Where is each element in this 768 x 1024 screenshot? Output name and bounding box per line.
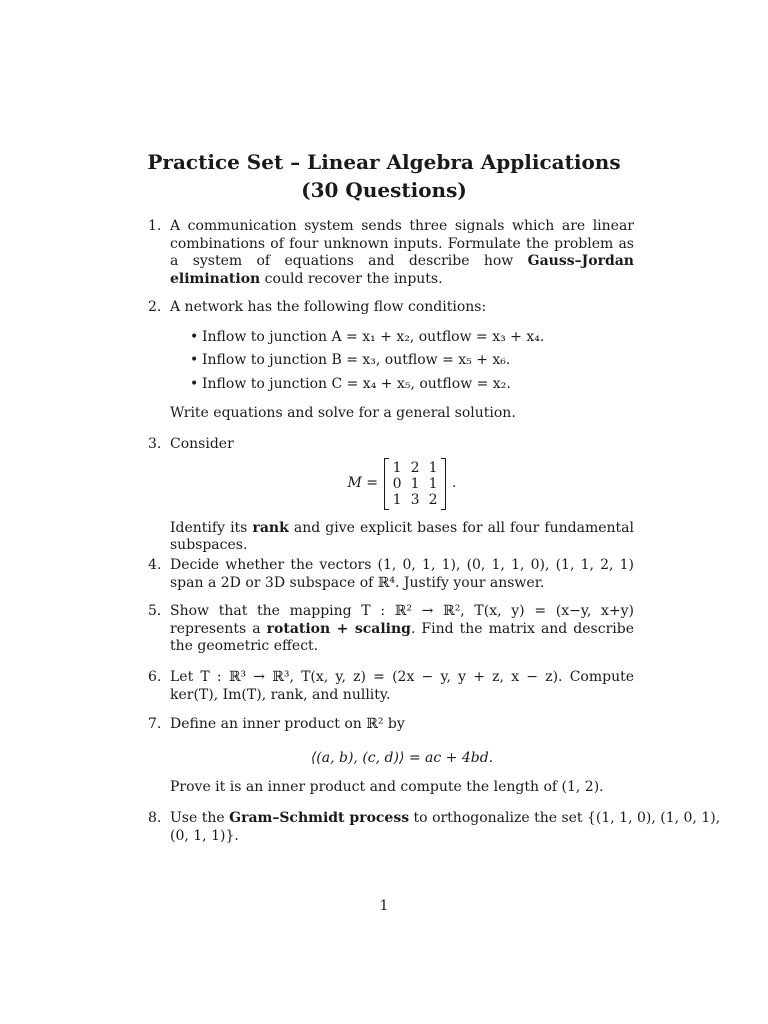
- question-text: A network has the following flow conditions: • Inflow to junction A = x₁ + x₂, outflow = x₃ + x₄. • Inflow to junction B = x₃, outflow = x₅ + x₆. • Inflow to junction C = x₄ + x₅, outflow = x₂. Write equations and solve for a general solution.: [170, 299, 634, 423]
- page-subtitle: (30 Questions): [301, 178, 467, 202]
- matrix-m: [384, 458, 446, 510]
- question-number: 3.: [148, 436, 162, 452]
- question-1: [148, 218, 634, 288]
- matrix-cell: 1: [392, 491, 402, 508]
- page-title: Practice Set – Linear Algebra Applications: [147, 150, 621, 174]
- matrix-label: M =: [347, 474, 379, 491]
- matrix-cell: 1: [428, 475, 438, 492]
- bold-term: Gram–Schmidt process: [229, 810, 410, 826]
- list-item: • Inflow to junction B = x₃, outflow = x₅ + x₆.: [170, 349, 634, 373]
- question-8: [148, 810, 738, 845]
- page-number: 1: [379, 898, 389, 914]
- matrix-display: [170, 458, 634, 510]
- question-number: 6.: [148, 669, 162, 685]
- matrix-cell: 1: [410, 475, 420, 492]
- matrix-cell: 1: [428, 459, 438, 476]
- question-3: [148, 436, 634, 555]
- question-text: Decide whether the vectors (1, 0, 1, 1), (0, 1, 1, 0), (1, 1, 2, 1) span a 2D or 3D subspace of ℝ⁴. Justify your answer.: [170, 557, 634, 591]
- list-item: • Inflow to junction A = x₁ + x₂, outflow = x₃ + x₄.: [170, 326, 634, 350]
- bold-term: rotation + scaling: [266, 620, 411, 637]
- bullet-list: [170, 326, 634, 397]
- question-number: 5.: [148, 603, 162, 619]
- question-4: [148, 557, 634, 592]
- list-item: • Inflow to junction C = x₄ + x₅, outflow = x₂.: [170, 373, 634, 397]
- matrix-cell: 2: [410, 459, 420, 476]
- question-number: 8.: [148, 810, 162, 826]
- question-number: 1.: [148, 218, 162, 234]
- bold-term: Gauss–Jordan elimination: [170, 253, 634, 287]
- matrix-cell: 2: [428, 491, 438, 508]
- question-text: A communication system sends three signals which are linear combinations of four unknown inputs. Formulate the problem as a system of equations and describe how Gauss–Jordan elimination could recover the inputs.: [170, 218, 634, 287]
- matrix-cell: 0: [392, 475, 402, 492]
- matrix-cell: 3: [410, 491, 420, 508]
- question-6: [148, 669, 634, 704]
- question-5: [148, 603, 634, 656]
- question-number: 4.: [148, 557, 162, 573]
- question-2: [148, 299, 634, 423]
- question-7: [148, 716, 634, 797]
- question-number: 7.: [148, 716, 162, 732]
- inner-product-formula: ⟨(a, b), (c, d)⟩ = ac + 4bd.: [310, 749, 494, 766]
- question-text: Use the Gram–Schmidt process to orthogonalize the set {(1, 1, 0), (1, 0, 1), (0, 1, 1)}.: [170, 810, 721, 844]
- matrix-end-punct: .: [452, 474, 457, 491]
- question-number: 2.: [148, 299, 162, 315]
- question-text: Show that the mapping T : ℝ² → ℝ², T(x, y) = (x−y, x+y) represents a rotation + scaling. Find the matrix and describe the geometric effect.: [170, 603, 634, 654]
- question-text: Define an inner product on ℝ² by ⟨(a, b), (c, d)⟩ = ac + 4bd. Prove it is an inner product and compute the length of (1, 2).: [170, 716, 634, 797]
- question-text: Let T : ℝ³ → ℝ³, T(x, y, z) = (2x − y, y + z, x − z). Compute ker(T), Im(T), rank, and nullity.: [170, 669, 634, 703]
- question-text: Consider M = 1 2 1 0 1 1 1 3 2 . Identify its rank and give explicit bases for all four fundamental subspaces.: [170, 436, 634, 553]
- matrix-cell: 1: [392, 459, 402, 476]
- bold-term: rank: [252, 519, 289, 536]
